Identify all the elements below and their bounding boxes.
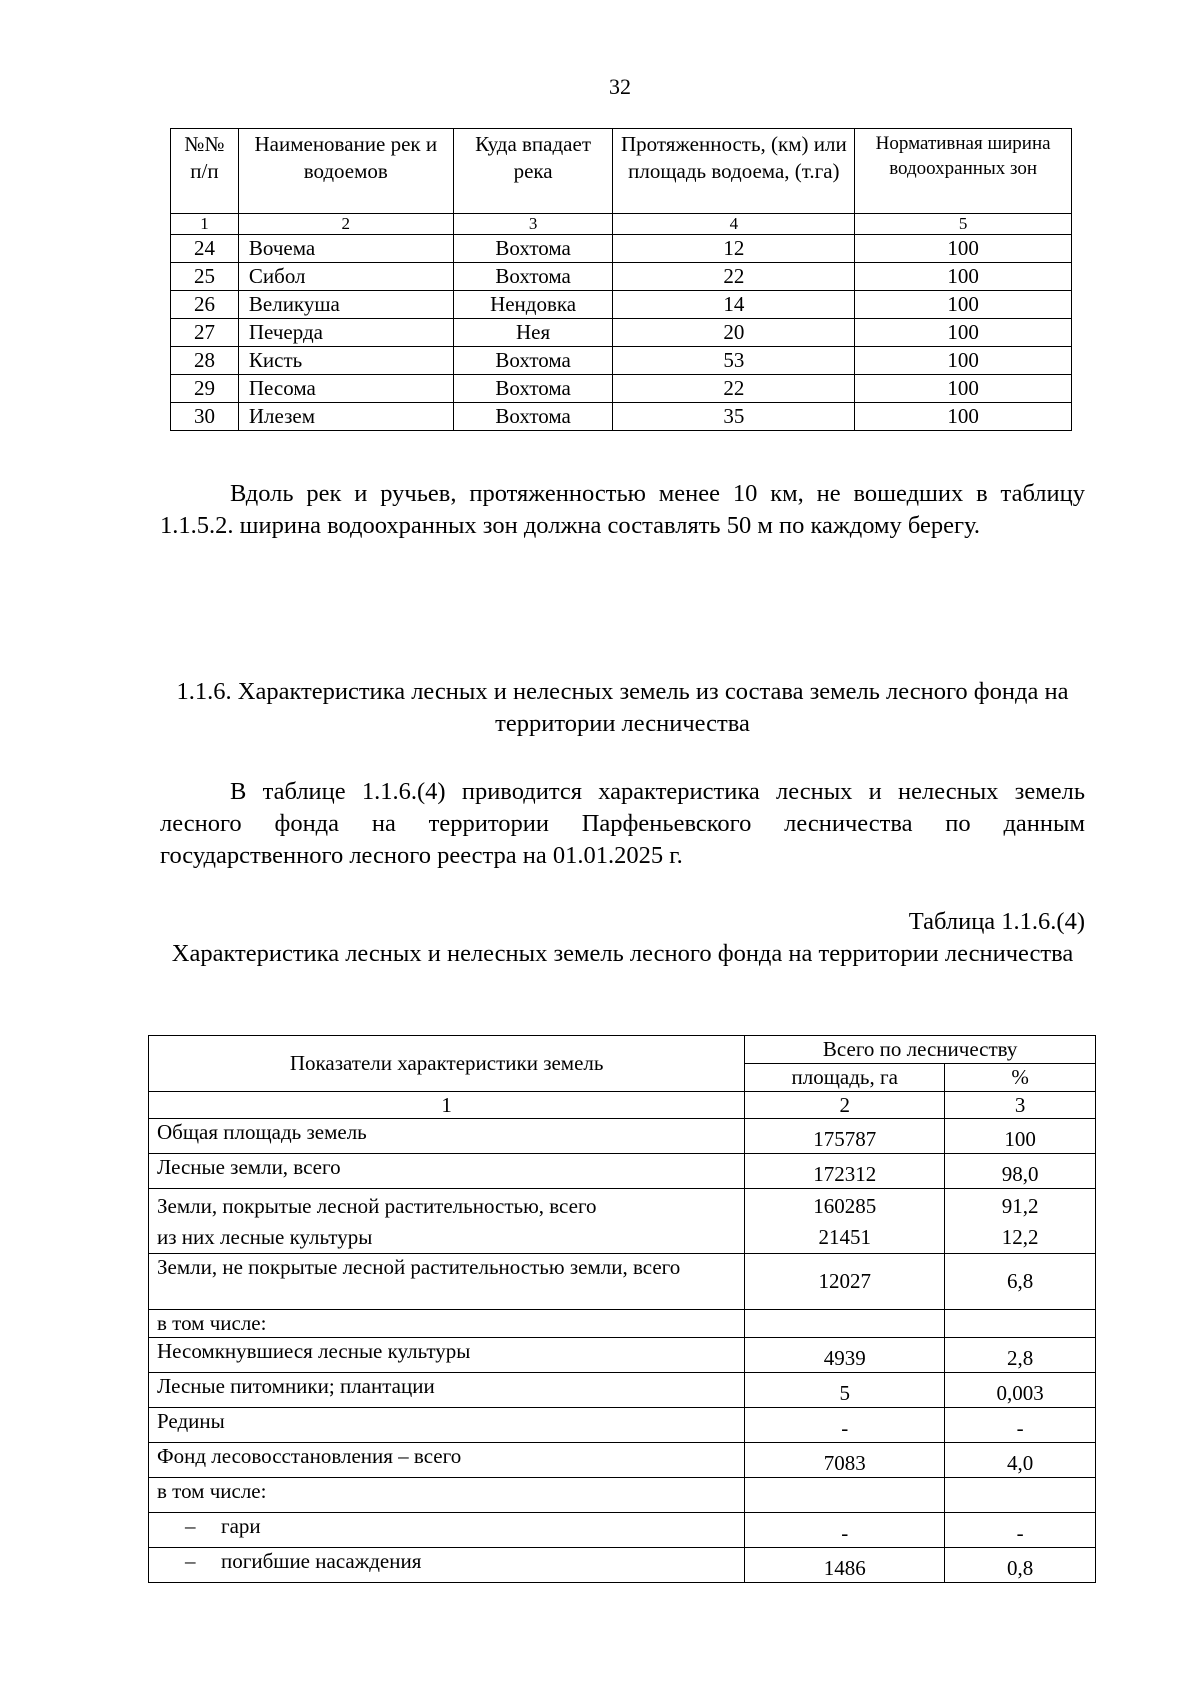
table-row bbox=[149, 1408, 1096, 1443]
length-value: 14 bbox=[613, 291, 855, 319]
area-value bbox=[745, 1310, 945, 1338]
zone-width-value: 100 bbox=[855, 319, 1072, 347]
percent-cell bbox=[945, 1189, 1096, 1254]
percent-value bbox=[945, 1310, 1096, 1338]
river-name: Кисть bbox=[238, 347, 453, 375]
flows-into: Вохтома bbox=[453, 235, 613, 263]
area-value: 21451 bbox=[818, 1225, 871, 1249]
river-name: Печерда bbox=[238, 319, 453, 347]
table-caption: Характеристика лесных и нелесных земель лесного фонда на территории лесничества bbox=[171, 940, 1074, 967]
percent-value bbox=[945, 1478, 1096, 1513]
row-number: 27 bbox=[171, 319, 239, 347]
row-number: 29 bbox=[171, 375, 239, 403]
table-row bbox=[149, 1373, 1096, 1408]
length-value: 22 bbox=[613, 263, 855, 291]
river-name: Песома bbox=[238, 375, 453, 403]
header-total: Всего по лесничеству bbox=[745, 1036, 1096, 1064]
row-label: Лесные питомники; плантации bbox=[149, 1373, 745, 1408]
column-number: 1 bbox=[171, 214, 239, 235]
column-number: 3 bbox=[945, 1092, 1096, 1119]
table-header-row bbox=[149, 1036, 1096, 1064]
header-zone-width: Нормативная ширина водоохранных зон bbox=[855, 129, 1072, 214]
dash-marker: – bbox=[185, 1514, 196, 1538]
length-value: 12 bbox=[613, 235, 855, 263]
row-number: 24 bbox=[171, 235, 239, 263]
length-value: 35 bbox=[613, 403, 855, 431]
column-number: 2 bbox=[745, 1092, 945, 1119]
area-value: 172312 bbox=[745, 1154, 945, 1189]
table-row bbox=[149, 1119, 1096, 1154]
table-row bbox=[171, 403, 1072, 431]
table-row bbox=[149, 1443, 1096, 1478]
percent-value: 0,8 bbox=[945, 1548, 1096, 1583]
percent-value: - bbox=[945, 1408, 1096, 1443]
percent-value: 6,8 bbox=[945, 1254, 1096, 1310]
zone-width-value: 100 bbox=[855, 403, 1072, 431]
rivers-table bbox=[170, 128, 1072, 431]
area-value: 12027 bbox=[745, 1254, 945, 1310]
column-number: 5 bbox=[855, 214, 1072, 235]
header-indicator: Показатели характеристики земель bbox=[149, 1036, 745, 1092]
length-value: 53 bbox=[613, 347, 855, 375]
table-row bbox=[149, 1548, 1096, 1583]
flows-into: Вохтома bbox=[453, 403, 613, 431]
zone-width-value: 100 bbox=[855, 235, 1072, 263]
column-number: 1 bbox=[149, 1092, 745, 1119]
percent-value: 91,2 bbox=[1001, 1194, 1039, 1218]
row-number: 26 bbox=[171, 291, 239, 319]
column-number: 2 bbox=[238, 214, 453, 235]
paragraph-water-protection bbox=[160, 478, 1085, 542]
area-cell bbox=[745, 1189, 945, 1254]
header-area: площадь, га bbox=[745, 1064, 945, 1092]
flows-into: Вохтома bbox=[453, 375, 613, 403]
table-row bbox=[171, 235, 1072, 263]
river-name: Сибол bbox=[238, 263, 453, 291]
section-heading: 1.1.6. Характеристика лесных и нелесных земель из состава земель лесного фонда на территории лесничества bbox=[176, 678, 1069, 737]
row-label: Лесные земли, всего bbox=[149, 1154, 745, 1189]
zone-width-value: 100 bbox=[855, 347, 1072, 375]
flows-into: Нея bbox=[453, 319, 613, 347]
table-row bbox=[171, 263, 1072, 291]
table-row bbox=[149, 1310, 1096, 1338]
table-row bbox=[171, 347, 1072, 375]
area-value: 175787 bbox=[745, 1119, 945, 1154]
header-number: №№ п/п bbox=[171, 129, 239, 214]
paragraph-text: В таблице 1.1.6.(4) приводится характеристика лесных и нелесных земель лесного фонда на территории Парфеньевского лесничества по данным государственного лесного реестра на 01.01.2025 г. bbox=[160, 778, 1085, 869]
flows-into: Нендовка bbox=[453, 291, 613, 319]
row-label: Земли, не покрытые лесной растительностью земли, всего bbox=[149, 1254, 745, 1310]
river-name: Вочема bbox=[238, 235, 453, 263]
column-number: 4 bbox=[613, 214, 855, 235]
header-flows-into: Куда впадает река bbox=[453, 129, 613, 214]
dash-marker: – bbox=[185, 1549, 196, 1573]
column-numbers-row bbox=[171, 214, 1072, 235]
row-label: Общая площадь земель bbox=[149, 1119, 745, 1154]
page-number: 32 bbox=[609, 74, 631, 99]
table-row bbox=[171, 375, 1072, 403]
zone-width-value: 100 bbox=[855, 375, 1072, 403]
row-label: Редины bbox=[149, 1408, 745, 1443]
column-number: 3 bbox=[453, 214, 613, 235]
table-row bbox=[149, 1338, 1096, 1373]
row-label: в том числе: bbox=[149, 1310, 745, 1338]
flows-into: Вохтома bbox=[453, 347, 613, 375]
area-value: - bbox=[745, 1408, 945, 1443]
area-value: 7083 bbox=[745, 1443, 945, 1478]
percent-value: 100 bbox=[945, 1119, 1096, 1154]
row-label bbox=[149, 1548, 745, 1583]
length-value: 22 bbox=[613, 375, 855, 403]
percent-value: 0,003 bbox=[945, 1373, 1096, 1408]
percent-value: 12,2 bbox=[1001, 1225, 1039, 1249]
table-label: Таблица 1.1.6.(4) bbox=[908, 908, 1085, 935]
area-value: 1486 bbox=[745, 1548, 945, 1583]
row-number: 25 bbox=[171, 263, 239, 291]
row-label: Несомкнувшиеся лесные культуры bbox=[149, 1338, 745, 1373]
header-name: Наименование рек и водоемов bbox=[238, 129, 453, 214]
header-percent: % bbox=[945, 1064, 1096, 1092]
header-length: Протяженность, (км) или площадь водоема, (т.га) bbox=[613, 129, 855, 214]
table-row bbox=[149, 1189, 1096, 1254]
row-label-main: Земли, покрытые лесной растительностью, всего bbox=[157, 1194, 597, 1218]
table-row bbox=[149, 1154, 1096, 1189]
river-name: Илезем bbox=[238, 403, 453, 431]
row-number: 30 bbox=[171, 403, 239, 431]
percent-value: 2,8 bbox=[945, 1338, 1096, 1373]
percent-value: 4,0 bbox=[945, 1443, 1096, 1478]
table-row bbox=[171, 319, 1072, 347]
row-label-sub: из них лесные культуры bbox=[157, 1225, 373, 1249]
table-header-row bbox=[171, 129, 1072, 214]
row-label bbox=[149, 1189, 745, 1254]
zone-width-value: 100 bbox=[855, 291, 1072, 319]
area-value bbox=[745, 1478, 945, 1513]
area-value: 5 bbox=[745, 1373, 945, 1408]
area-value: - bbox=[745, 1513, 945, 1548]
table-row bbox=[171, 291, 1072, 319]
row-label bbox=[149, 1513, 745, 1548]
row-label: в том числе: bbox=[149, 1478, 745, 1513]
row-label: Фонд лесовосстановления – всего bbox=[149, 1443, 745, 1478]
flows-into: Вохтома bbox=[453, 263, 613, 291]
percent-value: 98,0 bbox=[945, 1154, 1096, 1189]
area-value: 4939 bbox=[745, 1338, 945, 1373]
length-value: 20 bbox=[613, 319, 855, 347]
column-numbers-row bbox=[149, 1092, 1096, 1119]
area-value: 160285 bbox=[813, 1194, 877, 1218]
row-number: 28 bbox=[171, 347, 239, 375]
paragraph-land-characteristics bbox=[160, 776, 1085, 872]
table-row bbox=[149, 1513, 1096, 1548]
river-name: Великуша bbox=[238, 291, 453, 319]
percent-value: - bbox=[945, 1513, 1096, 1548]
paragraph-text: Вдоль рек и ручьев, протяженностью менее 10 км, не вошедших в таблицу 1.1.5.2. ширина водоохранных зон должна составлять 50 м по каждому берегу. bbox=[160, 480, 1085, 539]
table-row bbox=[149, 1254, 1096, 1310]
row-label-text: погибшие насаждения bbox=[221, 1549, 422, 1573]
table-row bbox=[149, 1478, 1096, 1513]
zone-width-value: 100 bbox=[855, 263, 1072, 291]
row-label-text: гари bbox=[221, 1514, 261, 1538]
land-characteristics-table bbox=[148, 1035, 1096, 1583]
